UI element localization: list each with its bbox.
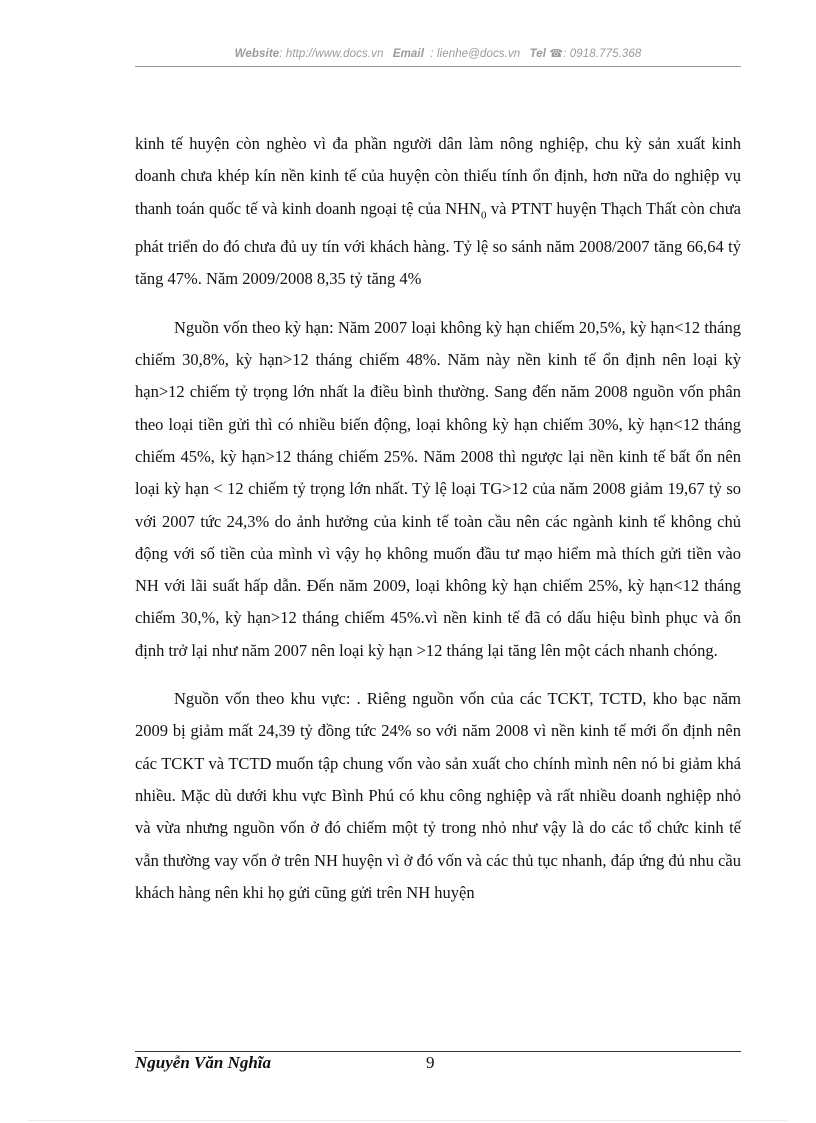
page-header [135, 47, 741, 60]
paragraph-3: Nguồn vốn theo khu vực: . Riêng nguồn vốn của các TCKT, TCTD, kho bạc năm 2009 bị giảm mất 24,39 tỷ đồng tức 24% so với năm 2008 vì nền kinh tế mới ổn định nên các TCKT và TCTD muốn tập chung vốn vào sản xuất cho chính mình nên nó bi giảm khá nhiều. Mặc dù dưới khu vực Bình Phú có khu công nghiệp và rất nhiều doanh nghiệp nhỏ và vừa nhưng nguồn vốn ở đó chiếm một tỷ trong nhỏ như vậy là do các tổ chức kinh tế vẫn thường vay vốn ở trên NH huyện vì ở đó vốn và các thủ tục nhanh, đáp ứng đủ nhu cầu khách hàng nên khi họ gửi cũng gửi trên NH huyện [135, 689, 741, 902]
header-divider [135, 66, 741, 67]
subscript-zero: 0 [480, 208, 487, 221]
website-label: Website [234, 48, 280, 60]
bottom-dotted-line [28, 1120, 788, 1121]
footer-author: Nguyễn Văn Nghĩa [135, 1053, 272, 1072]
paragraph-1: kinh tế huyện còn nghèo vì đa phần người dân làm nông nghiệp, chu kỳ sản xuất kinh doanh chưa khép kín nền kinh tế của huyện còn thiếu tính ổn định, hơn nữa do nghiệp vụ thanh toán quốc tế và kinh doanh ngoại tệ của $NHN_0$ và PTNT huyện Thạch Thất còn chưa phát triển do đó chưa đủ uy tín với khách hàng. Tỷ lệ so sánh năm 2008/2007 tăng 66,64 tỷ tăng 47%. Năm 2009/2008 8,35 tỷ tăng 4% [135, 134, 741, 289]
email-label: Email [392, 48, 424, 60]
phone-icon: ☎ [549, 48, 564, 60]
email-value: : lienhe@docs.vn [430, 48, 521, 60]
page-number: 9 [426, 1053, 435, 1072]
paragraph-2: Nguồn vốn theo kỳ hạn: Năm 2007 loại không kỳ hạn chiếm 20,5%, kỳ hạn<12 tháng chiếm 30,8%, kỳ hạn>12 tháng chiếm 48%. Năm này nền kinh tế ổn định nên loại kỳ hạn>12 chiếm tỷ trọng lớn nhất la điều bình thường. Sang đến năm 2008 nguồn vốn phân theo loại tiền gửi thì có nhiều biến động, loại không kỳ hạn chiếm 30%, kỳ hạn<12 tháng chiếm 45%, kỳ hạn>12 tháng chiếm 25%. Năm 2008 thì ngược lại nền kinh tế bất ổn nên loại kỳ hạn < 12 chiếm tỷ trọng lớn nhất. Tỷ lệ loại TG>12 của năm 2008 giảm 19,67 tỷ so với 2007 tức 24,3% do ảnh hưởng của kinh tế toàn cầu nên các ngành kinh tế không chủ động với số tiền của mình vì vậy họ không muốn đầu tư mạo hiểm mà thích gửi tiền vào NH với lãi suất hấp dẫn. Đến năm 2009, loại không kỳ hạn chiếm 25%, kỳ hạn<12 tháng chiếm 30,%, kỳ hạn>12 tháng chiếm 45%.vì nền kinh tế đã có dấu hiệu bình phục và ổn định trở lại như năm 2007 nên loại kỳ hạn >12 tháng lại tăng lên một cách nhanh chóng. [135, 317, 741, 660]
tel-value: : 0918.775.368 [563, 48, 642, 60]
tel-label: Tel [529, 48, 547, 60]
footer-divider [135, 1051, 741, 1052]
website-url: : http://www.docs.vn [279, 48, 384, 60]
document-body [135, 128, 741, 925]
